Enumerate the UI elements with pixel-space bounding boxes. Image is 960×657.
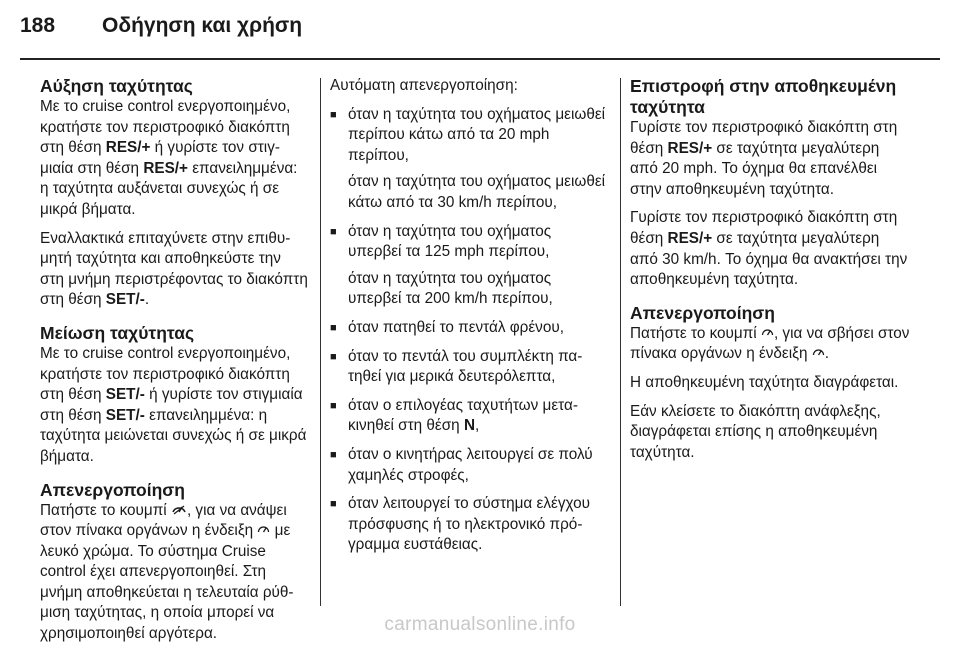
text: , για να ανάψει στον πίνακα οργάνων η ένδειξη	[40, 501, 287, 540]
cruise-control-indicator-icon	[761, 324, 774, 345]
intro-text: Αυτόματη απενεργοποίηση:	[330, 77, 518, 94]
text: ή γυρίστε τον στιγμιαία στη θέση	[40, 139, 280, 177]
column-divider	[620, 78, 621, 606]
cruise-control-indicator-icon	[812, 344, 825, 365]
text: Εναλλακτικά επιταχύνετε στην επιθυμητή ταχύτητα και αποθηκεύστε την στη μνήμη περιστρέφοντας το διακόπτη στη θέση	[40, 229, 308, 309]
paragraph	[630, 118, 910, 200]
bold-text: SET/-	[105, 406, 145, 424]
text: Με το cruise control ενεργοποιημένο, κρατήστε τον περιστροφικό διακόπτη στη θέση	[40, 98, 291, 157]
list-item	[330, 445, 608, 486]
text: επανειλημμένα: η ταχύτητα αυξάνεται συνεχώς ή σε μικρά βήματα.	[40, 159, 298, 218]
text: όταν πατηθεί το πεντάλ φρένου,	[348, 318, 564, 336]
paragraph	[630, 208, 910, 290]
text: όταν το πεντάλ του συμπλέκτη πατηθεί για μερικά δευτερόλεπτα,	[348, 347, 583, 386]
page-header	[20, 14, 302, 46]
section-heading: Μείωση ταχύτητας	[40, 322, 195, 343]
list-item	[330, 105, 608, 214]
section-heading: Επιστροφή στην αποθηκευμένη ταχύτητα	[630, 76, 897, 117]
text: ■ όταν η ταχύτητα του οχήματος μειωθεί περίπου κάτω από τα 20 mph περίπου,	[348, 105, 606, 164]
section-switch-off	[630, 303, 910, 464]
text: ■ όταν η ταχύτητα του οχήματος υπερβεί τα 125 mph περίπου,	[348, 222, 552, 261]
paragraph	[40, 344, 308, 468]
bold-text: RES/+	[143, 159, 188, 177]
text: επανειλημμένα: η ταχύτητα μειώνεται συνεχώς ή σε μικρά βήματα.	[40, 406, 307, 465]
text: σε ταχύτητα μεγαλύτερη από 20 mph. Το όχημα θα επανέλθει στην αποθηκευμένη ταχύτητα.	[630, 139, 880, 198]
text: Πατήστε το κουμπί	[40, 501, 171, 519]
text: Πατήστε το κουμπί	[630, 324, 761, 342]
paragraph	[40, 229, 308, 311]
text: όταν η ταχύτητα του οχήματος μειωθεί κάτω από τα 30 km/h περίπου,	[348, 173, 606, 211]
bold-text: SET/-	[105, 386, 145, 404]
page-title: Οδήγηση και χρήση	[102, 14, 303, 37]
paragraph	[630, 324, 910, 365]
bold-text: SET/-	[105, 291, 145, 309]
bold-text: N	[463, 417, 476, 435]
list-item	[330, 318, 608, 339]
bold-text: RES/+	[667, 229, 713, 247]
list-item	[330, 222, 608, 310]
text: όταν λειτουργεί το σύστημα ελέγχου πρόσφυσης ή το ηλεκτρονικό πρόγραμμα ευστάθειας.	[348, 495, 590, 554]
paragraph	[40, 97, 308, 221]
section-heading: Απενεργοποίηση	[40, 479, 185, 500]
text: ή γυρίστε τον στιγμιαία στη θέση	[40, 386, 303, 424]
auto-deactivation-list	[330, 105, 608, 556]
text: Με το cruise control ενεργοποιημένο, κρατήστε τον περιστροφικό διακόπτη στη θέση	[40, 344, 291, 404]
list-item	[330, 396, 608, 437]
text: Γυρίστε τον περιστροφικό διακόπτη στη θέση	[630, 209, 898, 247]
bold-text: RES/+	[667, 139, 713, 157]
section-speed-decrease	[40, 323, 308, 468]
text: με λευκό χρώμα. Το σύστημα Cruise control έχει απενεργοποιηθεί. Στη μνήμη αποθηκεύεται η τελευταία ρύθμιση ταχύτητας, η οποία μπορεί να χρησιμοποιηθεί αργότερα.	[40, 522, 294, 643]
list-item	[330, 494, 608, 556]
section-heading: Απενεργοποίηση	[630, 302, 775, 323]
section-speed-increase	[40, 76, 308, 311]
text: .	[824, 345, 830, 363]
watermark-footer: carmanualsonline.info	[384, 614, 576, 635]
text: όταν ο κινητήρας λειτουργεί σε πολύ χαμηλές στροφές,	[348, 445, 593, 484]
text: , για να σβήσει στον πίνακα οργάνων η ένδειξη	[630, 324, 910, 363]
column-1	[40, 76, 308, 657]
text: Γυρίστε τον περιστροφικό διακόπτη στη θέση	[630, 119, 898, 157]
text: ,	[475, 417, 480, 435]
text: όταν ο επιλογέας ταχυτήτων μετακινηθεί στη θέση	[348, 396, 578, 435]
text: όταν η ταχύτητα του οχήματος υπερβεί τα 200 km/h περίπου,	[348, 269, 553, 308]
paragraph: Εάν κλείσετε το διακόπτη ανάφλεξης, διαγράφεται επίσης η αποθηκευμένη ταχύτητα.	[630, 402, 881, 461]
list-item	[330, 347, 608, 388]
column-3	[630, 76, 910, 475]
section-resume-speed	[630, 76, 910, 291]
text: σε ταχύτητα μεγαλύτερη από 30 km/h. Το όχημα θα ανακτήσει την αποθηκευμένη ταχύτητα.	[630, 229, 908, 289]
cruise-control-indicator-icon	[257, 521, 270, 542]
paragraph: Η αποθηκευμένη ταχύτητα διαγράφεται.	[630, 373, 899, 391]
text: .	[144, 291, 150, 309]
section-heading: Αύξηση ταχύτητας	[40, 76, 193, 96]
bold-text: RES/+	[105, 139, 151, 157]
column-2	[330, 76, 608, 564]
cruise-control-button-icon	[171, 501, 187, 522]
header-rule	[20, 58, 940, 60]
page-number: 188	[20, 14, 56, 37]
column-divider	[320, 78, 321, 606]
